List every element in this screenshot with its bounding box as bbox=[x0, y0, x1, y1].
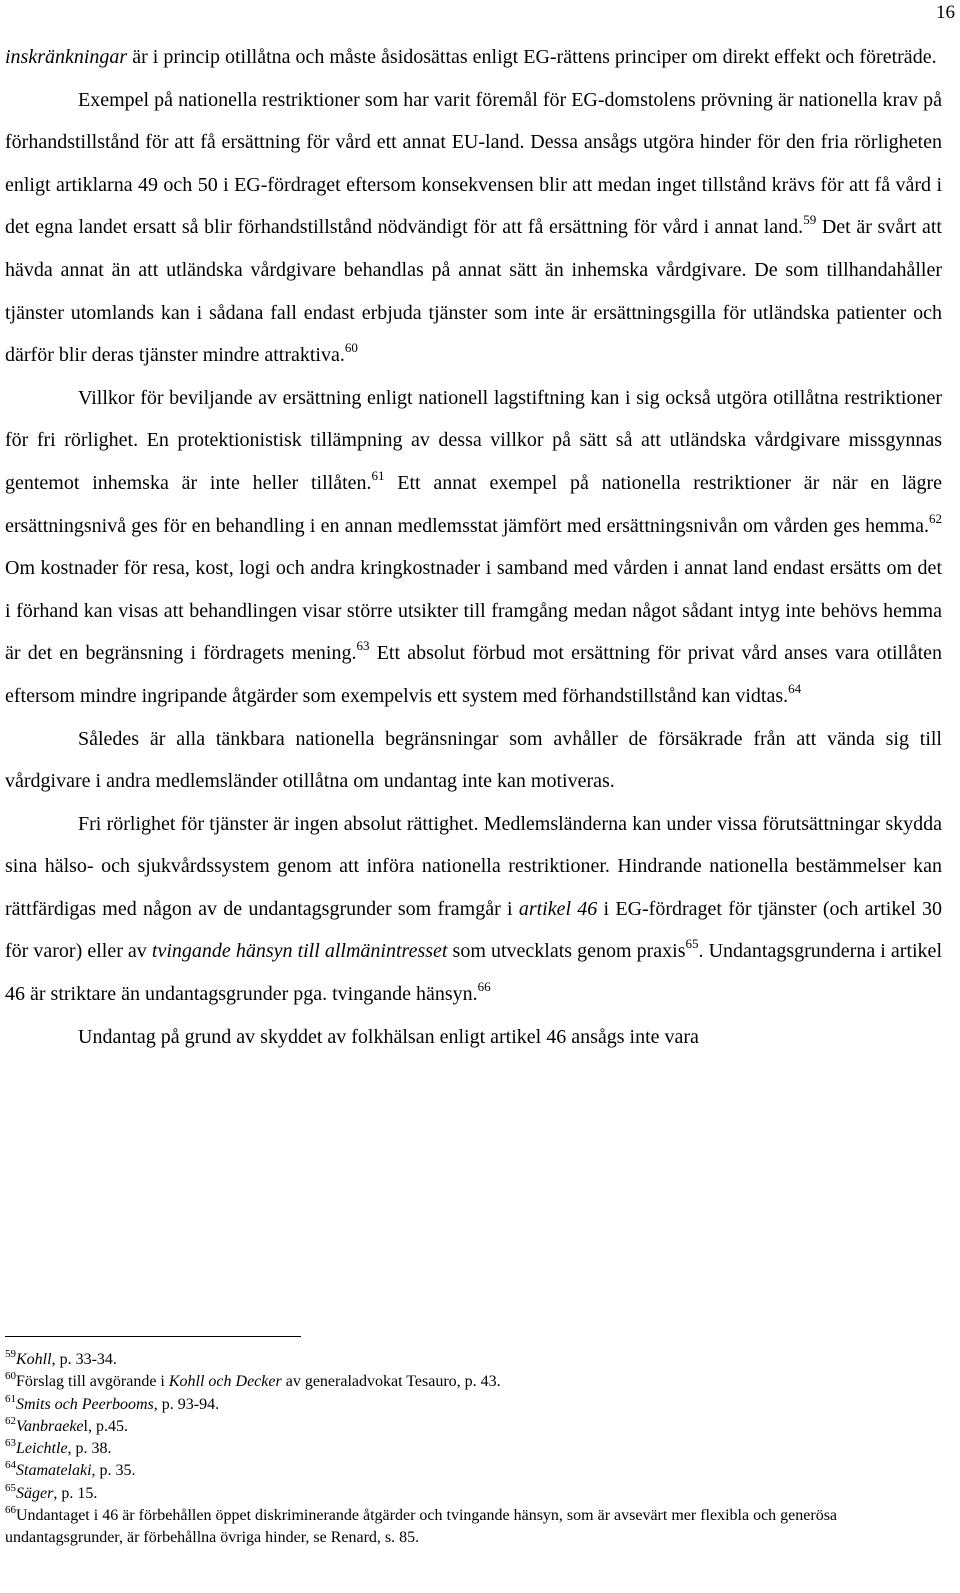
footnote-number: 60 bbox=[5, 1370, 16, 1383]
paragraph-text: Undantag på grund av skyddet av folkhälsan enligt artikel 46 ansågs inte vara bbox=[78, 1025, 699, 1048]
footnote-italic: Kohll bbox=[16, 1351, 52, 1368]
footnote-text: l, p.45. bbox=[83, 1417, 128, 1435]
footnote-text: , p. 33-34. bbox=[51, 1351, 117, 1368]
footnote-ref[interactable]: 62 bbox=[929, 510, 942, 526]
footnote-italic: Säger bbox=[16, 1484, 54, 1502]
footnote-ref[interactable]: 60 bbox=[344, 340, 358, 356]
footnote-number: 63 bbox=[5, 1437, 16, 1450]
footnote-text: Undantaget i 46 är förbehållen öppet diskriminerande åtgärder och tvingande hänsyn, som är avsevärt mer flexibla och generösa undantagsgrunder, är förbehållna övriga hinder, se Renard, s. 85. bbox=[5, 1507, 838, 1547]
footnote-ref[interactable]: 66 bbox=[477, 979, 491, 995]
footnotes bbox=[5, 1349, 942, 1550]
paragraph-5 bbox=[5, 803, 942, 1016]
footnote-number: 64 bbox=[5, 1459, 16, 1472]
paragraph-text: Villkor för beviljande av ersättning enligt nationell lagstiftning kan i sig också utgöra otillåtna restriktioner för fri rörlighet. En protektionistisk tillämpning av dessa villkor på sätt så att utländska vårdgivare missgynnas gentemot inhemska är inte heller tillåten. bbox=[5, 386, 942, 494]
paragraph-text: Exempel på nationella restriktioner som har varit föremål för EG-domstolens prövning är nationella krav på förhandstillstånd för att få ersättning för vård ett annat EU-land. Dessa ansågs utgöra hinder för den fria rörligheten enligt artiklarna 49 och 50 i EG-fördraget eftersom konsekvensen blir att medan inget tillstånd krävs för att få vård i det egna landet ersatt så blir förhandstillstånd nödvändigt för att få ersättning för vård i annat land. bbox=[5, 88, 942, 239]
footnote bbox=[5, 1416, 942, 1438]
paragraph-text: som utvecklats genom praxis bbox=[447, 940, 686, 963]
footnote-italic: Stamatelaki bbox=[16, 1462, 92, 1480]
footnote-italic: Smits och Peerbooms bbox=[16, 1395, 154, 1413]
paragraph-text: Det är svårt att hävda annat än att utländska vårdgivare behandlas på annat sätt än inhemska vårdgivare. De som tillhandahåller tjänster utomlands kan i sådana fall endast erbjuda tjänster som inte är ersättningsgilla för utländska patienter och därför blir deras tjänster mindre attraktiva. bbox=[5, 216, 942, 367]
paragraph-text: Ett annat exempel på nationella restriktioner är när en lägre ersättningsnivå ges för en behandling i en annan medlemsstat jämfört med ersättningsnivån om vården ges hemma. bbox=[5, 471, 942, 537]
footnote-number: 59 bbox=[5, 1348, 16, 1360]
footnote-text: , p. 93-94. bbox=[153, 1395, 220, 1413]
footnote-text: , p. 38. bbox=[67, 1440, 112, 1458]
paragraph-text: Fri rörlighet för tjänster är ingen absolut rättighet. Medlemsländerna kan under vissa förutsättningar skydda sina hälso- och sjukvårdssystem genom att införa nationella restriktioner. Hindrande nationella bestämmelser kan rättfärdigas med någon av de undantagsgrunder som framgår i bbox=[5, 812, 942, 920]
footnote-text: , p. 35. bbox=[91, 1462, 136, 1480]
paragraph-6 bbox=[5, 1016, 942, 1059]
paragraph-text: Således är alla tänkbara nationella begränsningar som avhåller de försäkrade från att vända sig till vårdgivare i andra medlemsländer otillåtna om undantag inte kan motiveras. bbox=[5, 727, 942, 793]
footnote-text: av generaladvokat Tesauro, p. 43. bbox=[281, 1373, 501, 1391]
footnote-italic: Leichtle bbox=[16, 1440, 68, 1458]
paragraph-text: Ett absolut förbud mot ersättning för privat vård anses vara otillåten eftersom mindre ingripande åtgärder som exempelvis ett system med förhandstillstånd kan vidtas. bbox=[5, 642, 942, 707]
footnote bbox=[5, 1349, 942, 1371]
footnote bbox=[5, 1438, 942, 1460]
footnote-italic: Kohll och Decker bbox=[168, 1373, 282, 1391]
footnote-text: Förslag till avgörande i bbox=[16, 1373, 169, 1391]
footnote-ref[interactable]: 61 bbox=[371, 467, 385, 483]
footnote bbox=[5, 1371, 942, 1393]
paragraph-text: . Undantagsgrunderna i artikel 46 är striktare än undantagsgrunder pga. tvingande hänsyn. bbox=[5, 940, 942, 1006]
footnote-ref[interactable]: 64 bbox=[788, 680, 802, 696]
paragraph-1 bbox=[5, 36, 942, 79]
paragraph-4 bbox=[5, 718, 942, 803]
footnote-ref[interactable]: 65 bbox=[685, 936, 699, 952]
footnote-separator bbox=[5, 1336, 301, 1337]
footnote-number: 62 bbox=[5, 1414, 16, 1427]
footnote-ref[interactable]: 63 bbox=[356, 638, 370, 654]
italic-term: inskränkningar bbox=[5, 46, 128, 68]
italic-term: artikel 46 bbox=[518, 897, 598, 920]
paragraph-text: Om kostnader för resa, kost, logi och andra kringkostnader i samband med vården i annat land endast ersätts om det i förhand kan visas att behandlingen visar större utsikter till framgång medan något sådant intyg inte behövs hemma är det en begränsning i fördragets mening. bbox=[5, 557, 942, 665]
footnote-italic: Vanbraeke bbox=[16, 1417, 84, 1435]
footnote bbox=[5, 1483, 942, 1505]
footnote bbox=[5, 1505, 942, 1550]
document-body bbox=[5, 36, 942, 1058]
paragraph-text: är i princip otillåtna och måste åsidosättas enligt EG-rättens principer om direkt effekt och företräde. bbox=[127, 46, 937, 68]
paragraph-2 bbox=[5, 79, 942, 377]
page-number: 16 bbox=[936, 2, 955, 23]
footnote-number: 65 bbox=[5, 1481, 16, 1494]
footnote-number: 61 bbox=[5, 1392, 16, 1405]
paragraph-3 bbox=[5, 377, 942, 718]
footnote-ref[interactable]: 59 bbox=[803, 212, 817, 228]
italic-term: tvingande hänsyn till allmänintresset bbox=[151, 940, 448, 963]
footnote-text: , p. 15. bbox=[53, 1484, 98, 1502]
footnote bbox=[5, 1460, 942, 1482]
footnote bbox=[5, 1394, 942, 1416]
footnote-number: 66 bbox=[5, 1504, 16, 1517]
paragraph-text: i EG-fördraget för tjänster (och artikel 30 för varor) eller av bbox=[5, 897, 942, 963]
